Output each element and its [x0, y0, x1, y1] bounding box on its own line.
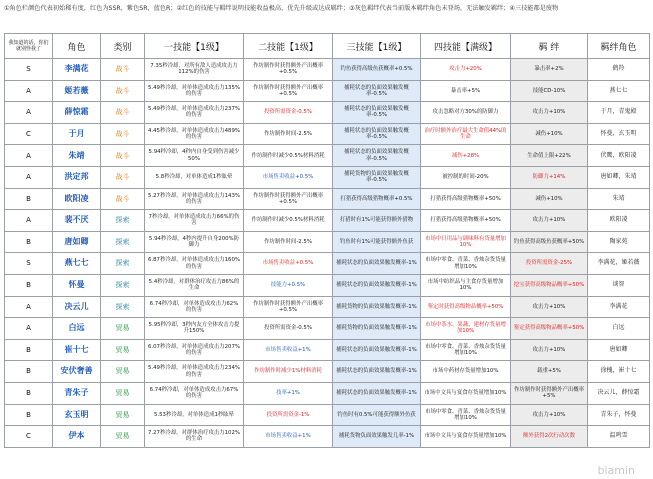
cell-grade: B	[5, 231, 53, 253]
cell-name: 怀曼	[53, 274, 101, 296]
cell-name: 欧阳凌	[53, 188, 101, 210]
cell-grade: A	[5, 210, 53, 232]
cell-s3: 捕耗货物负面效果触发几率-1%	[333, 426, 421, 448]
cell-s3: 捕耗状态的负面效果触发概率-1%	[333, 382, 421, 404]
cell-s3: 捕耗状态的负面效果触发概率-1%	[333, 253, 421, 275]
cell-s4: 市场中日用品与调味料有货量增加10%	[421, 231, 511, 253]
cell-bond: 攻击力+10%	[511, 404, 588, 426]
cell-s3: 捕耗状态的负面效果触发概率-1%	[333, 274, 421, 296]
cell-s3: 捕耗状态的负面效果触发概率-0.5%	[333, 102, 421, 124]
cell-s1: 5.27秒冷却，对单体造成攻击力143%的伤害	[145, 188, 244, 210]
header-bond-chars: 羁绊角色	[588, 34, 650, 59]
cell-s2: 市场售卖收益+1%	[244, 426, 333, 448]
cell-s1: 5.49秒冷却，对单体造成攻击力234%的伤害	[145, 361, 244, 383]
cell-grade: B	[5, 382, 53, 404]
cell-name: 朱靖	[53, 145, 101, 167]
cell-name: 于月	[53, 123, 101, 145]
cell-s2: 作坊制作时减少0.5%材料消耗	[244, 210, 333, 232]
cell-bond: 钓鱼获得高级鱼获概率+50%	[511, 231, 588, 253]
cell-bc: 唐如卿，朱靖	[588, 166, 650, 188]
cell-cat: 探索	[101, 210, 145, 232]
cell-name: 伊本	[53, 426, 101, 448]
cell-grade: C	[5, 426, 53, 448]
cell-bc: 陶家苑	[588, 231, 650, 253]
cell-cat: 探索	[101, 274, 145, 296]
cell-grade: A	[5, 166, 53, 188]
cell-bond: 作坊制作时获得额外产出概率+5%	[511, 382, 588, 404]
cell-s4: 市场中茶水、果蔬、建材存货量增加10%	[421, 318, 511, 340]
cell-s4: 治疗时额外治疗最大生命值44%的生命	[421, 123, 511, 145]
cell-s2: 作坊制作时减少0.5%材料消耗	[244, 145, 333, 167]
header-skill4: 四技能【满级】	[421, 34, 511, 59]
cell-s1: 7.27秒冷却，对群体治疗攻击力102%的生命	[145, 426, 244, 448]
table-row	[5, 210, 650, 232]
table-row	[5, 361, 650, 383]
cell-s3: 捕耗货物的负面效果触发概率-1%	[333, 296, 421, 318]
cell-s4: 减伤+28%	[421, 145, 511, 167]
cell-s2: 作坊制作时获得额外产出概率+0.5%	[244, 296, 333, 318]
cell-name: 唐如卿	[53, 231, 101, 253]
cell-grade: A	[5, 145, 53, 167]
notes-text: ①角色栏颜色代表初始稀有度，红色为SSR，紫色SR，蓝色R；②红色的技能与羁绊说明技能收益极高，优先升级或达成羁绊；③灰色羁绊代表当前版本羁绊角色未登场，无法触发羁绊；④三技能都是废物	[4, 5, 559, 12]
cell-name: 青朱子	[53, 382, 101, 404]
header-bond: 羁 绊	[511, 34, 588, 59]
cell-s1: 5.49秒冷却，对单体造成攻击力135%的伤害	[145, 80, 244, 102]
cell-name: 白远	[53, 318, 101, 340]
cell-s3: 钓鱼时有1%可能获得额外鱼获	[333, 231, 421, 253]
cell-name: 李满花	[53, 59, 101, 81]
cell-cat: 贸易	[101, 339, 145, 361]
cell-grade: S	[5, 59, 53, 81]
cell-s4: 市场中文具与宴食存货量增加10%	[421, 426, 511, 448]
cell-name: 薛惊霜	[53, 102, 101, 124]
cell-name: 燕七七	[53, 253, 101, 275]
cell-bond: 暴击率+2%	[511, 59, 588, 81]
table-row	[5, 339, 650, 361]
cell-s2: 技率+1%	[244, 382, 333, 404]
cell-s2: 投资所需资金-0.5%	[244, 102, 333, 124]
cell-bc: 决云儿，薛惊霜	[588, 382, 650, 404]
cell-s1: 6.74秒冷却，对单体造成攻击力67%的伤害	[145, 382, 244, 404]
cell-s3: 捕耗货物的负面效果触发概率-1%	[333, 318, 421, 340]
cell-bond: 载重+5%	[511, 361, 588, 383]
cell-name: 裴不厌	[53, 210, 101, 232]
table-row	[5, 426, 650, 448]
table-body	[5, 59, 650, 448]
cell-grade: C	[5, 123, 53, 145]
cell-cat: 战斗	[101, 166, 145, 188]
cell-grade: A	[5, 296, 53, 318]
cell-bc: 李满花，姬若薇	[588, 253, 650, 275]
cell-bc: 于月，青鬼殿	[588, 102, 650, 124]
cell-bc: 谈智	[588, 274, 650, 296]
cell-bc: 青朱子，怀曼	[588, 404, 650, 426]
header-name: 角色	[53, 34, 101, 59]
cell-name: 崔十七	[53, 339, 101, 361]
cell-bond: 攻击力+10%	[511, 102, 588, 124]
table-row	[5, 318, 650, 340]
cell-s3: 捕耗状态的负面效果触发概率-1%	[333, 361, 421, 383]
cell-bc: 伏鹰，欧阳凌	[588, 145, 650, 167]
cell-bc: 鹤羚	[588, 59, 650, 81]
cell-s1: 7秒冷却，对单体造成攻击力66%的伤害	[145, 210, 244, 232]
cell-cat: 战斗	[101, 80, 145, 102]
table-row	[5, 145, 650, 167]
cell-bc: 朱靖	[588, 188, 650, 210]
cell-s4: 市场中纺织品与主食存货量增加10%	[421, 274, 511, 296]
cell-s1: 6.87秒冷却，对单体造成攻击力160%的伤害	[145, 253, 244, 275]
cell-name: 玄玉明	[53, 404, 101, 426]
cell-grade: A	[5, 318, 53, 340]
header-skill2: 二技能【1级】	[244, 34, 333, 59]
table-row	[5, 123, 650, 145]
cell-s1: 5.94秒冷却，4秒内提升自身200%防御力	[145, 231, 244, 253]
header-skill1: 一技能【1级】	[145, 34, 244, 59]
cell-bc: 徐槐，崔十七	[588, 361, 650, 383]
cell-s3: 捕耗货物的负面效果触发概率-0.5%	[333, 166, 421, 188]
cell-grade: B	[5, 361, 53, 383]
cell-bond: 鉴定获得高级物品概率+50%	[511, 318, 588, 340]
table-row	[5, 296, 650, 318]
cell-s4: 被控制的时间-20%	[421, 166, 511, 188]
cell-cat: 贸易	[101, 404, 145, 426]
cell-s3: 钓鱼获得高级鱼获概率+0.5%	[333, 59, 421, 81]
character-table	[4, 33, 650, 448]
cell-s4: 攻击力+20%	[421, 59, 511, 81]
cell-bond: 防御力+14%	[511, 166, 588, 188]
cell-s2: 市场售卖收益+1%	[244, 339, 333, 361]
table-row	[5, 188, 650, 210]
cell-s4: 市场中零食、青菜、香烛杂货货量增加10%	[421, 253, 511, 275]
cell-s3: 捕耗状态的负面效果触发概率-0.5%	[333, 123, 421, 145]
cell-s1: 5.49秒冷却，对单体造成攻击力237%的伤害	[145, 102, 244, 124]
table-row	[5, 382, 650, 404]
cell-cat: 探索	[101, 231, 145, 253]
cell-s4: 鉴定时获得高级物品概率+50%	[421, 296, 511, 318]
cell-grade: A	[5, 102, 53, 124]
cell-cat: 探索	[101, 296, 145, 318]
table-row	[5, 231, 650, 253]
cell-bond: 生命值上限+22%	[511, 145, 588, 167]
cell-s3: 钓鱼时有0.5%可能获得额外鱼获	[333, 404, 421, 426]
cell-bc: 怀曼，玄玉明	[588, 123, 650, 145]
cell-bond: 减伤+10%	[511, 123, 588, 145]
cell-bond: 挖宝获得高级物品概率+50%	[511, 274, 588, 296]
cell-s4: 攻击忽略对方30%的防御力	[421, 102, 511, 124]
cell-s1: 5.94秒冷却，4秒内自身受到伤害减少50%	[145, 145, 244, 167]
cell-s4: 打猎获得高级猎物概率+50%	[421, 210, 511, 232]
cell-bc: 温鸣雪	[588, 426, 650, 448]
table-row	[5, 80, 650, 102]
cell-cat: 贸易	[101, 426, 145, 448]
cell-s1: 6.07秒冷却，对单体造成攻击力207%的伤害	[145, 339, 244, 361]
header-grade: 我知道的话，你们就别怪我了	[5, 34, 53, 59]
table-row	[5, 102, 650, 124]
cell-s2: 作坊制作时获得额外产出概率+0.5%	[244, 80, 333, 102]
table-row	[5, 166, 650, 188]
cell-s2: 作坊制作时间-2.5%	[244, 231, 333, 253]
cell-bc: 欧阳凌	[588, 210, 650, 232]
cell-s3: 捕耗状态的负面效果触发概率-1%	[333, 339, 421, 361]
cell-s4: 暴击率+5%	[421, 80, 511, 102]
watermark: biamin	[597, 464, 635, 477]
cell-s3: 打猎时有1%可能获得额外猎物	[333, 210, 421, 232]
cell-bc: 白远	[588, 318, 650, 340]
cell-s2: 投资所需资金-0.5%	[244, 318, 333, 340]
cell-s1: 7.35秒冷却，对所有敌人造成攻击力112%的伤害	[145, 59, 244, 81]
cell-bc: 李满花	[588, 296, 650, 318]
cell-s2: 作坊制作时间-2.5%	[244, 123, 333, 145]
cell-bond: 技能CD-10%	[511, 80, 588, 102]
cell-name: 姬若薇	[53, 80, 101, 102]
cell-s2: 市场售卖收益+0.5%	[244, 253, 333, 275]
cell-s1: 6.74秒冷却，对单体造成攻击力62%的伤害	[145, 296, 244, 318]
cell-s4: 市场中零食、青菜、香烛杂货货量增加10%	[421, 404, 511, 426]
table-row	[5, 404, 650, 426]
cell-s4: 市场中零食、青菜、香烛杂货货量增加10%	[421, 339, 511, 361]
cell-cat: 贸易	[101, 361, 145, 383]
header-category: 类别	[101, 34, 145, 59]
cell-s2: 作坊制作时获得额外产出概率+0.5%	[244, 188, 333, 210]
cell-cat: 贸易	[101, 382, 145, 404]
cell-cat: 战斗	[101, 59, 145, 81]
cell-name: 洪定邦	[53, 166, 101, 188]
cell-s3: 捕耗状态的负面效果触发概率-0.5%	[333, 80, 421, 102]
cell-s3: 捕耗状态的负面效果触发概率-0.5%	[333, 145, 421, 167]
cell-cat: 贸易	[101, 318, 145, 340]
cell-bond: 减伤+10%	[511, 188, 588, 210]
cell-s4: 市场中药材存货量增加10%	[421, 361, 511, 383]
cell-bond: 攻击力+10%	[511, 296, 588, 318]
cell-grade: S	[5, 253, 53, 275]
cell-bc: 唐如卿	[588, 339, 650, 361]
cell-name: 决云儿	[53, 296, 101, 318]
cell-grade: B	[5, 404, 53, 426]
table-row	[5, 59, 650, 81]
cell-bond: 攻击力+10%	[511, 339, 588, 361]
cell-cat: 战斗	[101, 145, 145, 167]
cell-s2: 作坊制作时获得额外产出概率+0.5%	[244, 59, 333, 81]
cell-bond: 攻击力+10%	[511, 210, 588, 232]
cell-grade: A	[5, 80, 53, 102]
cell-cat: 战斗	[101, 102, 145, 124]
cell-s1: 5.8秒冷却，对单体造成1秒眩晕	[145, 166, 244, 188]
cell-cat: 战斗	[101, 188, 145, 210]
cell-s3: 打猎获得高级猎物概率+0.5%	[333, 188, 421, 210]
table-row	[5, 253, 650, 275]
cell-s4: 打猎获得高级猎物概率+50%	[421, 188, 511, 210]
header-skill3: 三技能【1级】	[333, 34, 421, 59]
notes	[4, 4, 649, 26]
cell-name: 安伏奢善	[53, 361, 101, 383]
cell-s1: 5.53秒冷却，对单体造成1秒眩晕	[145, 404, 244, 426]
cell-s1: 4.45秒冷却，对单体造成攻击力489%的伤害	[145, 123, 244, 145]
cell-s2: 作坊制作时减少1%材料消耗	[244, 361, 333, 383]
cell-bond: 投资所需资金-25%	[511, 253, 588, 275]
cell-s2: 市场售卖收益+0.5%	[244, 166, 333, 188]
cell-grade: B	[5, 274, 53, 296]
cell-grade: B	[5, 339, 53, 361]
header-row	[5, 34, 650, 59]
cell-cat: 探索	[101, 253, 145, 275]
cell-bc: 燕七七	[588, 80, 650, 102]
cell-s1: 5.4秒冷却，对群体治疗攻击力86%的生命	[145, 274, 244, 296]
cell-bond: 额外获得2次行动次数	[511, 426, 588, 448]
cell-grade: B	[5, 188, 53, 210]
cell-s1: 5.95秒冷却，3秒内友方全体攻击力提升150%	[145, 318, 244, 340]
cell-s2: 投资所需资金-1%	[244, 404, 333, 426]
table-row	[5, 274, 650, 296]
cell-cat: 战斗	[101, 123, 145, 145]
cell-s2: 技能力+0.5%	[244, 274, 333, 296]
cell-s4: 市场中文具与宴食存货量增加10%	[421, 382, 511, 404]
